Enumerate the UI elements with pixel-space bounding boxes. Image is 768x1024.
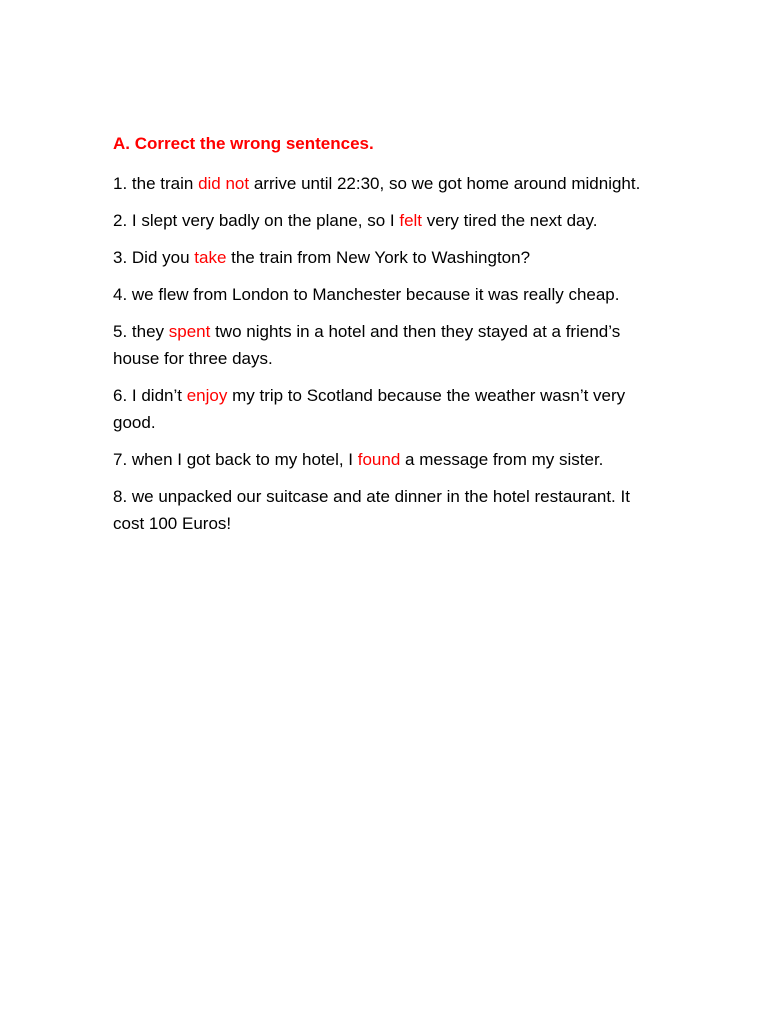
sentence-text: 6. I didn’t: [113, 386, 187, 405]
sentence-item-4: [113, 281, 653, 308]
sentence-text: two nights in a hotel and then they stayed at a friend’s house for three days.: [113, 322, 621, 368]
sentence-text: a message from my sister.: [400, 450, 604, 469]
sentence-item-1: [113, 170, 653, 197]
exercise-heading: A. Correct the wrong sentences.: [113, 134, 374, 153]
sentence-text: 3. Did you: [113, 248, 195, 267]
sentence-text: 8. we unpacked our suitcase and ate dinner in the hotel restaurant. It cost 100 Euros!: [113, 487, 630, 533]
sentence-item-7: [113, 446, 653, 473]
highlighted-word: spent: [168, 322, 211, 341]
highlighted-word: take: [194, 248, 227, 267]
sentence-text: 7. when I got back to my hotel, I: [113, 450, 358, 469]
sentence-text: 1. the train: [113, 174, 199, 193]
highlighted-word: found: [357, 450, 401, 469]
sentence-item-6: [113, 382, 653, 436]
sentence-item-2: [113, 207, 653, 234]
highlighted-word: enjoy: [186, 386, 228, 405]
highlighted-word: felt: [399, 211, 423, 230]
sentence-text: arrive until 22:30, so we got home around midnight.: [249, 174, 641, 193]
highlighted-word: did not: [198, 174, 250, 193]
sentence-text: 5. they: [113, 322, 169, 341]
sentence-text: my trip to Scotland because the weather wasn’t very good.: [113, 386, 626, 432]
sentence-text: 2. I slept very badly on the plane, so I: [113, 211, 400, 230]
sentence-text: 4. we flew from London to Manchester because it was really cheap.: [113, 285, 620, 304]
sentence-text: very tired the next day.: [422, 211, 598, 230]
sentence-item-8: [113, 483, 653, 537]
sentence-item-3: [113, 244, 653, 271]
sentence-text: the train from New York to Washington?: [226, 248, 531, 267]
sentence-item-5: [113, 318, 653, 372]
